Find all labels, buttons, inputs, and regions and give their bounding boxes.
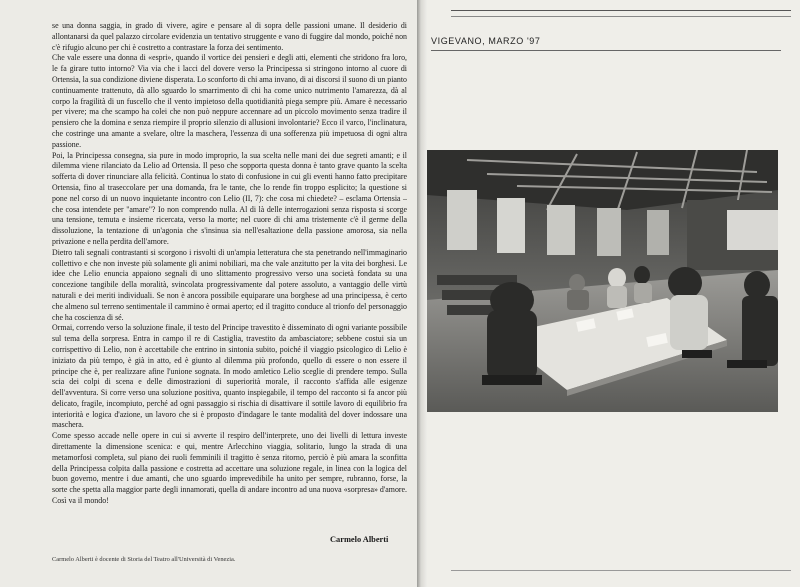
paragraph-6: Come spesso accade nelle opere in cui si avverte il respiro dell'interprete, uno dei livelli di lettura investe direttamente la dimensione scenica: e qui, mentre Arlecchino viaggia, solitario, lungo la strada di una metamorfosi completa, sul piano dei ruoli femminili il tragitto è senza ritorno, perciò è più amara la sconfitta della Principessa colpita dalla passione e costretta ad accettare una soluzione regale, in linea con la logica del buon governo, mentre i due amanti, che uno sguardo imprevedibile ha unito per sempre, rubranno, forse, la sorte che spetta alla maggior parte degli innamorati, quella di andare incontro ad una nuova «sorpresa» d'amore. Così va il mondo! <box>52 431 407 506</box>
paragraph-1: se una donna saggia, in grado di vivere, agire e pensare al di sopra delle passioni umane. Il desiderio di allontanarsi da quel palazzo circolare evidenzia un tentativo struggente e vano di fuggire dal mondo, poiché non c'è rifugio alcuno per chi è costretto a contrastare la forza dei sentimento. <box>52 21 407 52</box>
book-gutter <box>417 0 427 587</box>
author-footnote: Carmelo Alberti è docente di Storia del Teatro all'Università di Venezia. <box>52 556 236 563</box>
top-rule-secondary <box>451 16 791 17</box>
running-head: VIGEVANO, MARZO '97 <box>431 36 541 46</box>
author-signature: Carmelo Alberti <box>330 535 389 544</box>
bottom-rule <box>451 570 791 571</box>
running-head-rule <box>431 50 781 51</box>
rehearsal-photo <box>427 150 778 412</box>
paragraph-4: Dietro tali segnali contrastanti si scorgono i risvolti di un'ampia letteratura che sta penetrando nell'immaginario collettivo e che non investe più solamente gli animi nobiliari, ma che vale anzitutto per la vita dei borghesi. Le idee che Lelio enuncia appaiono segnali di uno slittamento progressivo verso una società fondata su una concezione tangibile della moralità, svincolata progressivamente dal potere assoluto, a vantaggio delle virtù naturali e dei meriti individuali. Se non è ancora possibile equiparare una borghese ad una principessa, è certo che almeno sul terreno sentimentale il cammino è ormai aperto; ed il tragitto conduce al trionfo del personaggio che ha coscienza di sé. <box>52 247 407 322</box>
paragraph-3: Poi, la Principessa consegna, sia pure in modo improprio, la sua scelta nelle mani dei due segreti amanti; e il dilemma viene rilanciato da Lelio ad Ortensia. Il peso che sopporta questa donna è tanto grave quanto la scelta sofferta di dover rinunciare alla felicità. Continua lo stato di confusione in cui gli eventi hanno fatto precipitare Ortensia, fino al traseccolare per una domanda, fra le tante, che lo rende fin troppo esplicito; la questione si pone nel corso di un nuovo inquietante incontro con Lelio (II, 7): che cosa mi chiedete? – esclama Ortensia – che cosa intendete per "amare"? Io non comprendo nulla. Al di là delle interrogazioni senza risposta si scorge una tensione, temuta e insieme ricercata, verso la morte; nel cuore di chi ama tristemente c'è il germe della dissoluzione, la tentazione di un'agonia che s'insinua sia nell'esaltazione della passione amorosa, sia nella privazione e nella perdita dell'amore. <box>52 150 407 246</box>
article-body <box>52 21 407 507</box>
top-rule <box>451 10 791 11</box>
paragraph-5: Ormai, correndo verso la soluzione finale, il testo del Principe travestito è disseminato di ogni variante possibile sul tema della sorpresa. Entra in campo il re di Castiglia, travestito da ambasciatore; sebbene costui sia un corrispettivo di Lelio, non è accettabile che entrino in sintonia subito, poiché il viaggio psicologico di Lelio è iniziato da più tempo, è già in atto, ed è giunto al dilemma più profondo, quello di essere o non essere il principe che è, per realizzare afine l'unione sognata. In modo amletico Lelio sceglie di prendere tempo. Sulla scia dei colpi di scena e delle dimostrazioni di superiorità morale, il racconto s'affida alle esigenze dell'avventura. Si corre verso una soluzione positiva, quanto inspiegabile, il tempo del racconto si fa ancor più delicato, fragile, incompiuto, perché ad ogni passaggio si rischia di disattivare il sottile lavoro di equilibrio fra interiorità e logica d'azione, un lavoro che si è proposto d'indagare le tante modalità del dover indossare una maschera. <box>52 323 407 430</box>
rehearsal-photo-image <box>427 150 778 412</box>
right-page <box>427 0 800 587</box>
paragraph-2: Che vale essere una donna di «espri», quando il vortice dei pensieri e degli atti, elementi che stridono fra loro, le fa girare tutto intorno? Via via che i lacci del dovere verso la Principessa si stringono intorno al cuore di Ortensia, la sua condizione diviene disperata. Lo sconforto di chi ama invano, di ai discorsi il suono di un pianto continuamente trattenuto, dà allo sguardo lo smarrimento di chi ha come unico nutrimento l'amarezza, dà al corpo la fragilità di un fuscello che il vento impietoso della quotidianità piega sempre più. Amare è necessario per vivere; ma che scampo ha colei che non può neppure accennare ad un piccolo movimento senza tradire il pensiero che la domina e senza riempire il proprio silenzio di allusioni involontarie? Ecco il varco, l'inclinatura, che costringe una amante a svelare, oltre la maschera, l'essenza di una sofferenza più impetuosa di ogni altra passione. <box>52 53 407 149</box>
